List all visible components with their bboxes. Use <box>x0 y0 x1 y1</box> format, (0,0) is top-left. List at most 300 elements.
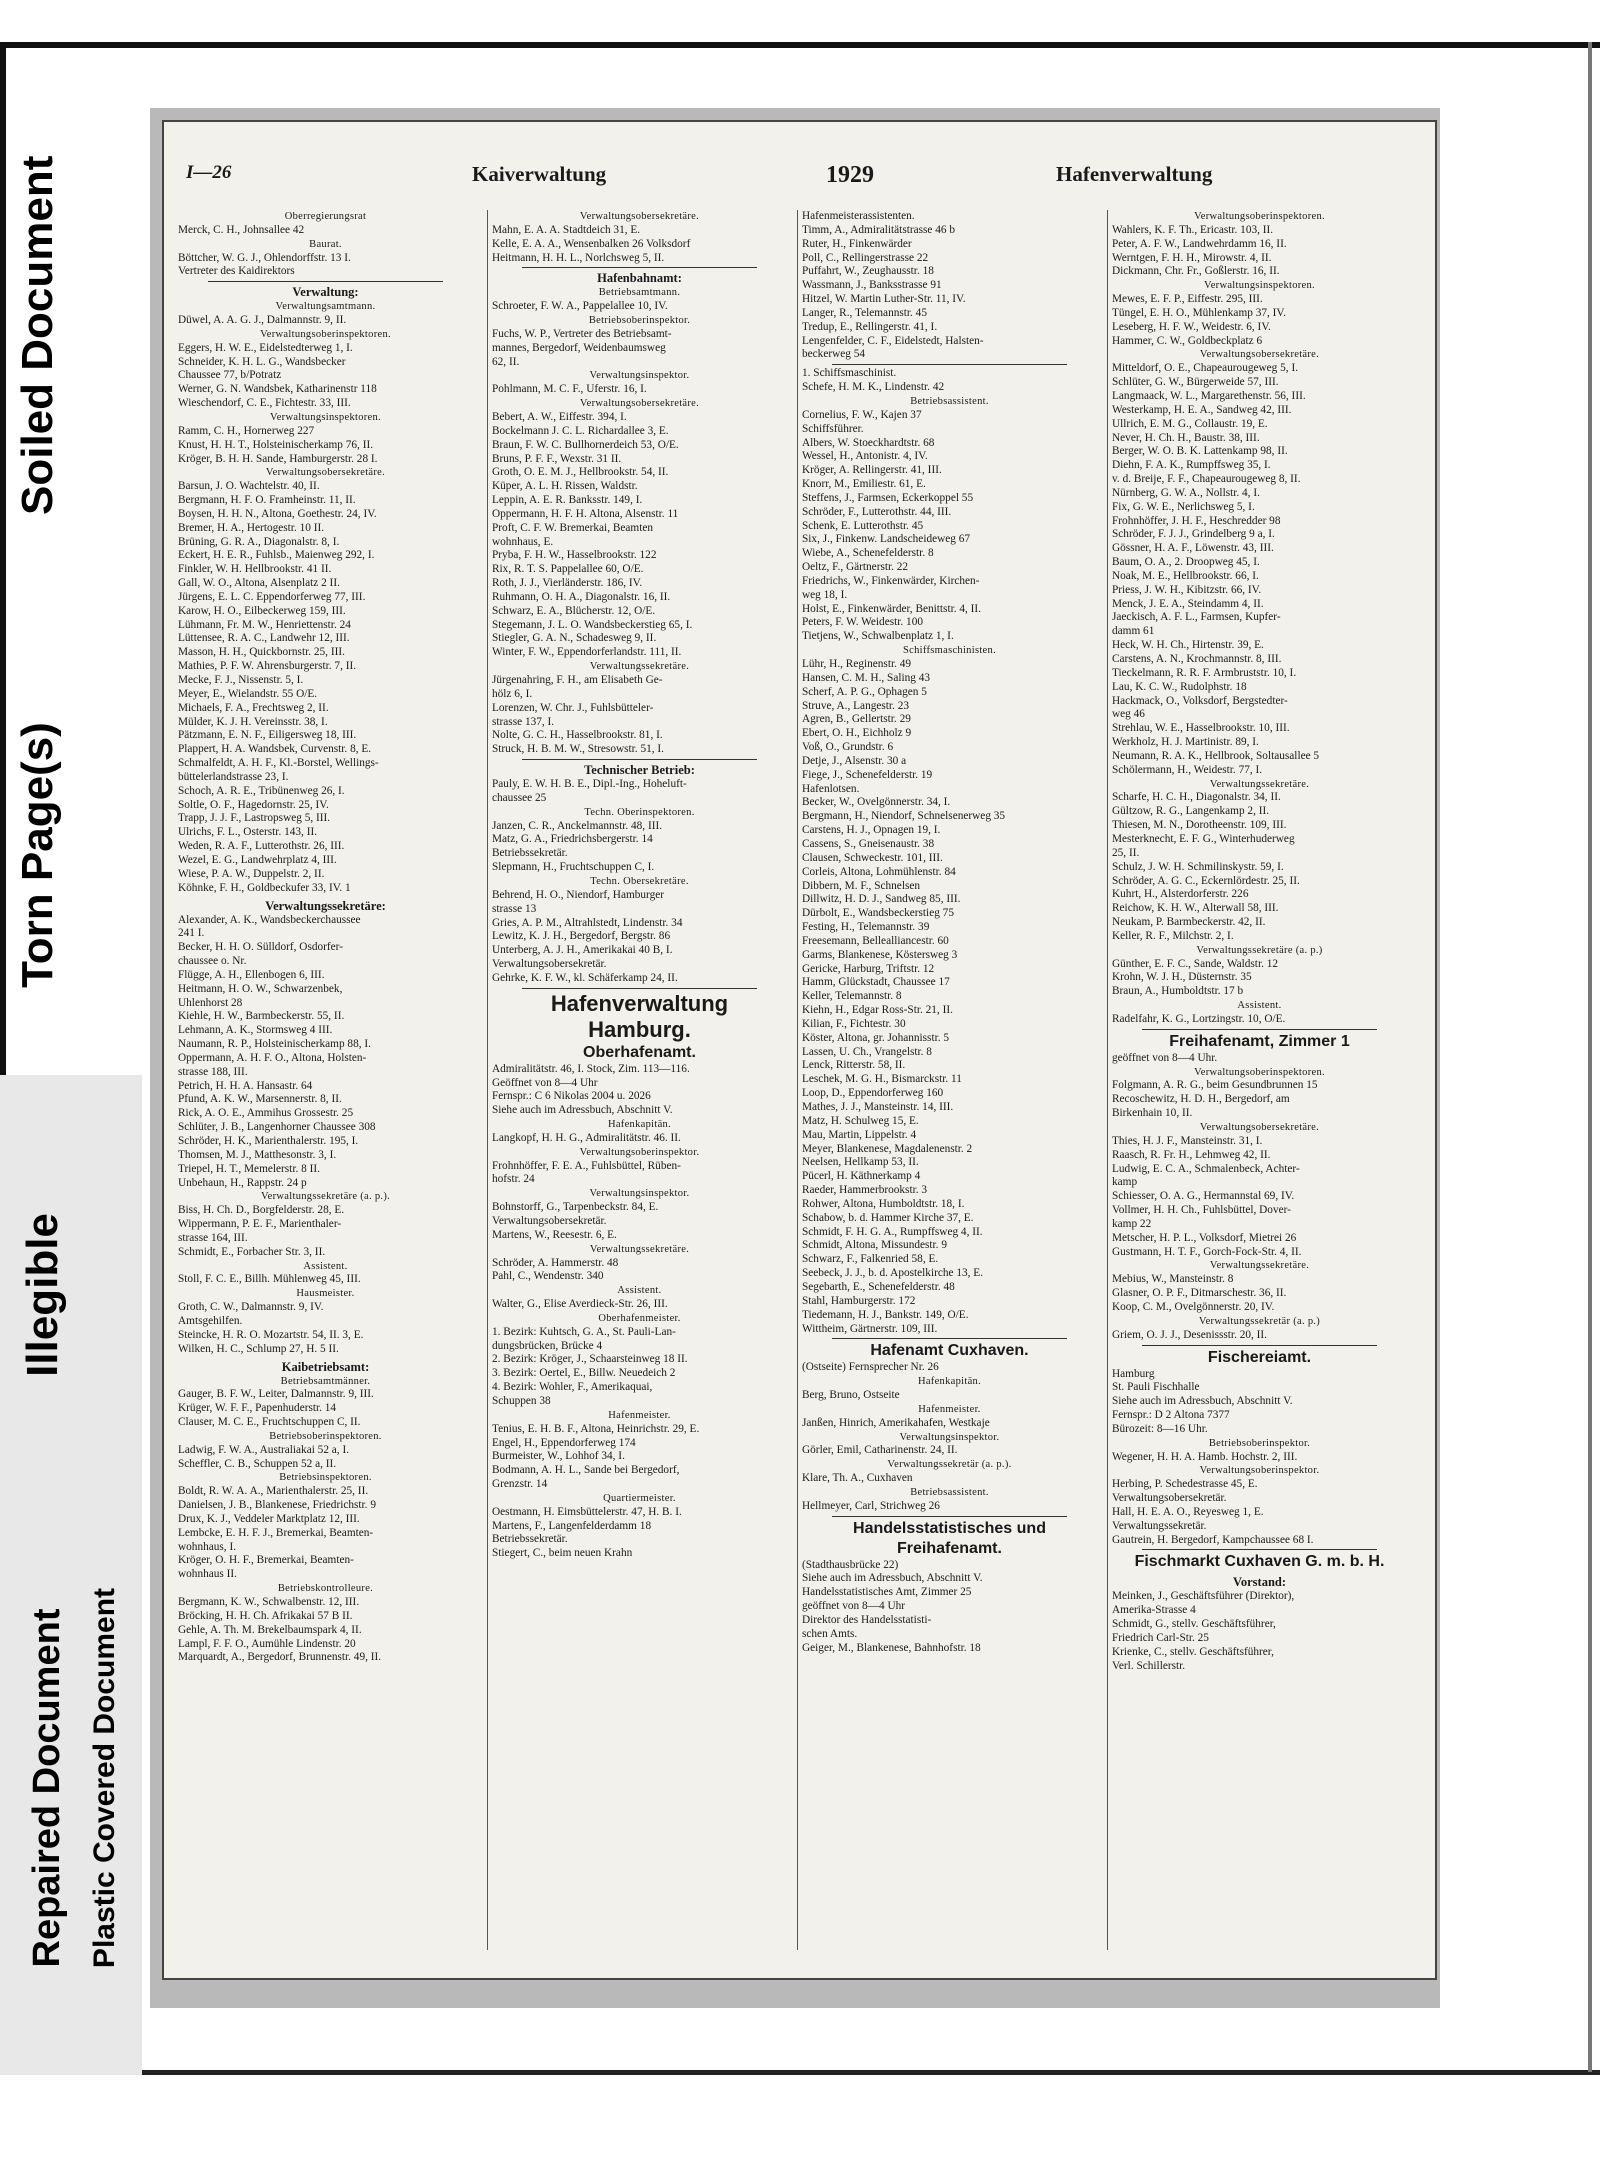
directory-entry: Bergmann, K. W., Schwalbenstr. 12, III. <box>178 1596 360 1608</box>
subheading: Techn. Oberinspektoren. <box>584 806 695 818</box>
directory-entry: Braun, F. W. C. Bullhornerdeich 53, O/E. <box>492 438 679 451</box>
directory-entry: Gericke, Harburg, Triftstr. 12 <box>802 962 935 975</box>
directory-entry: (Stadthausbrücke 22) <box>802 1558 899 1571</box>
directory-entry: Bodmann, A. H. L., Sande bei Bergedorf, <box>492 1464 680 1477</box>
directory-entry: Herbing, P. Schedestrasse 45, E. <box>1112 1478 1258 1491</box>
illegible-label: Illegible <box>18 1213 67 1377</box>
directory-entry: Schmalfeldt, A. H. F., Kl.-Borstel, Wellings- <box>178 757 379 770</box>
directory-entry: Clauser, M. C. E., Fruchtschuppen C, II. <box>178 1416 361 1429</box>
directory-entry: Barsun, J. O. Wachtelstr. 40, II. <box>178 480 320 493</box>
directory-entry: Knorr, M., Emiliestr. 61, E. <box>802 478 926 491</box>
directory-entry: Marquardt, A., Bergedorf, Brunnenstr. 49, II. <box>178 1651 382 1664</box>
directory-entry: Kröger, B. H. H. Sande, Hamburgerstr. 28 I. <box>178 452 378 465</box>
directory-entry: Bruns, P. F. F., Wexstr. 31 II. <box>492 452 622 465</box>
directory-entry: Ulrichs, F. L., Osterstr. 143, II. <box>178 826 318 839</box>
directory-entry: Martens, W., Reesestr. 6, E. <box>492 1228 617 1241</box>
directory-entry: Krienke, C., stellv. Geschäftsführer, <box>1112 1645 1274 1658</box>
directory-entry: Bremer, H. A., Hertogestr. 10 II. <box>178 521 325 534</box>
directory-entry: Lembcke, E. H. F. J., Bremerkai, Beamten- <box>178 1526 374 1539</box>
directory-entry: Wilken, H. C., Schlump 27, H. 5 II. <box>178 1342 339 1355</box>
section-separator <box>1142 1345 1377 1346</box>
directory-entry: 3. Bezirk: Oertel, E., Billw. Neuedeich 2 <box>492 1367 676 1380</box>
directory-entry: Alexander, A. K., Wandsbeckerchaussee <box>178 913 361 926</box>
directory-entry: Langmaack, W. L., Margarethenstr. 56, III. <box>1112 389 1306 402</box>
subheading: Verwaltungsinspektor. <box>899 1431 1000 1443</box>
directory-entry: Recoschewitz, H. D. H., Bergedorf, am <box>1112 1093 1290 1106</box>
directory-entry: Mahn, E. A. A. Stadtdeich 31, E. <box>492 223 641 236</box>
directory-entry: Jaeckisch, A. F. L., Farmsen, Kupfer- <box>1112 611 1281 624</box>
directory-entry: Seebeck, J. J., b. d. Apostelkirche 13, E. <box>802 1267 984 1280</box>
directory-entry: 241 I. <box>178 927 205 940</box>
header-year: 1929 <box>826 162 874 188</box>
subheading: Verwaltungsinspektor. <box>589 370 690 382</box>
directory-entry: Merck, C. H., Johnsallee 42 <box>178 223 305 236</box>
subheading: Techn. Obersekretäre. <box>590 875 689 887</box>
directory-entry: Schuppen 38 <box>492 1394 551 1407</box>
subheading: Betriebsassistent. <box>910 1486 989 1498</box>
directory-entry: Neumann, R. A. K., Hellbrook, Soltausallee 5 <box>1112 749 1320 762</box>
section-separator <box>522 267 757 268</box>
directory-entry: Masson, H. H., Quickbornstr. 25, III. <box>178 646 345 659</box>
directory-entry: Dickmann, Chr. Fr., Goßlerstr. 16, II. <box>1112 265 1280 278</box>
directory-entry: Thies, H. J. F., Mansteinstr. 31, I. <box>1112 1134 1263 1147</box>
directory-entry: Mitteldorf, O. E., Chapeaurougeweg 5, I. <box>1112 362 1299 375</box>
directory-entry: Freesemann, Bellealliancestr. 60 <box>802 934 949 947</box>
section-title: Fischmarkt Cuxhaven G. m. b. H. <box>1134 1553 1385 1571</box>
directory-entry: Werntgen, F. H. H., Mirowstr. 4, II. <box>1112 251 1272 264</box>
directory-entry: Ullrich, E. M. G., Collaustr. 19, E. <box>1112 417 1268 430</box>
directory-entry: Roth, J. J., Vierländerstr. 186, IV. <box>492 577 643 590</box>
directory-entry: Ramm, C. H., Hornerweg 227 <box>178 424 315 437</box>
directory-entry: Pätzmann, E. N. F., Eiligersweg 18, III. <box>178 729 357 742</box>
directory-entry: Oppermann, H. F. H. Altona, Alsenstr. 11 <box>492 507 679 520</box>
directory-entry: Scharfe, H. C. H., Diagonalstr. 34, II. <box>1112 791 1281 804</box>
section-separator <box>522 759 757 760</box>
directory-entry: Schenk, E. Lutterothstr. 45 <box>802 519 924 532</box>
directory-entry: Carstens, H. J., Opnagen 19, I. <box>802 824 941 837</box>
directory-entry: Tiedemann, H. J., Bankstr. 149, O/E. <box>802 1308 969 1321</box>
section-title: Hamburg. <box>588 1016 691 1042</box>
directory-entry: Priess, J. W. H., Kibitzstr. 66, IV. <box>1112 583 1262 596</box>
directory-entry: Hitzel, W. Martin Luther-Str. 11, IV. <box>802 293 966 306</box>
text-column-2 <box>492 210 787 1970</box>
directory-entry: Brüning, G. R. A., Diagonalstr. 8, I. <box>178 535 340 548</box>
directory-entry: Naumann, R. P., Holsteinischerkamp 88, I. <box>178 1038 371 1051</box>
directory-entry: Stiegert, C., beim neuen Krahn <box>492 1547 633 1560</box>
directory-entry: Kilian, F., Fichtestr. 30 <box>802 1017 906 1030</box>
directory-entry: Schlüter, J. B., Langenhorner Chaussee 308 <box>178 1121 376 1134</box>
directory-entry: Bergmann, H., Niendorf, Schnelsenerweg 35 <box>802 810 1006 823</box>
subheading: Verwaltungsinspektor. <box>589 1188 690 1200</box>
section-title: Hafenverwaltung <box>550 990 729 1016</box>
directory-entry: Stegemann, J. L. O. Wandsbeckerstieg 65, I. <box>492 618 693 631</box>
directory-entry: Struck, H. B. M. W., Stresowstr. 51, I. <box>492 743 664 756</box>
directory-entry: Mathes, J. J., Mansteinstr. 14, III. <box>802 1101 954 1113</box>
directory-entry: Folgmann, A. R. G., beim Gesundbrunnen 15 <box>1112 1079 1318 1092</box>
plastic-covered-label: Plastic Covered Document <box>88 1587 121 1969</box>
directory-entry: Fuchs, W. P., Vertreter des Betriebsamt- <box>492 327 672 340</box>
directory-entry: Cassens, S., Gneisenaustr. 38 <box>802 837 935 850</box>
subheading: Verwaltungsobersekretäre. <box>1199 1122 1320 1133</box>
directory-entry: Meyer, E., Wielandstr. 55 O/E. <box>178 687 318 700</box>
directory-entry: Matz, H. Schulweg 15, E. <box>802 1114 919 1127</box>
directory-entry: Küper, A. L. H. Rissen, Waldstr. <box>492 480 638 493</box>
directory-entry: Schwarz, F., Falkenried 58, E. <box>802 1253 939 1266</box>
directory-entry: Scherf, A. P. G., Ophagen 5 <box>802 685 927 698</box>
directory-entry: Amtsgehilfen. <box>178 1314 243 1327</box>
section-separator <box>522 988 757 989</box>
directory-entry: St. Pauli Fischhalle <box>1112 1381 1200 1394</box>
directory-entry: Baum, O. A., 2. Droopweg 45, I. <box>1112 556 1260 569</box>
directory-entry: Bergmann, H. F. O. Framheinstr. 11, II. <box>178 494 356 507</box>
directory-entry: Birkenhain 10, II. <box>1112 1107 1193 1120</box>
directory-entry: Plappert, H. A. Wandsbek, Curvenstr. 8, E. <box>178 743 372 756</box>
section-separator <box>832 1516 1067 1517</box>
directory-entry: Tietjens, W., Schwalbenplatz 1, I. <box>802 630 954 643</box>
subheading: Verwaltungsobersekretäre. <box>265 467 386 479</box>
subheading: Oberregierungsrat <box>284 211 367 222</box>
directory-entry: Wiebe, A., Schenefelderstr. 8 <box>802 547 934 560</box>
directory-entry: Neelsen, Hellkamp 53, II. <box>802 1156 919 1169</box>
directory-entry: Bockelmann J. C. L. Richardallee 3, E. <box>492 424 669 437</box>
directory-entry: Karow, H. O., Eilbeckerweg 159, III. <box>178 604 346 617</box>
subheading: Betriebsamtmänner. <box>280 1375 371 1387</box>
section-heading: Hafenbahnamt: <box>597 271 682 286</box>
directory-entry: Neukam, P. Barmbeckerstr. 42, II. <box>1112 916 1266 929</box>
directory-entry: Nürnberg, G. W. A., Nollstr. 4, I. <box>1112 486 1260 499</box>
subheading: Betriebsinspektoren. <box>279 1472 372 1484</box>
directory-entry: hölz 6, I. <box>492 687 533 700</box>
column-divider <box>487 210 488 1950</box>
directory-entry: Slepmann, H., Fruchtschuppen C, I. <box>492 861 655 874</box>
directory-entry: Pryba, F. H. W., Hasselbrookstr. 122 <box>492 549 657 562</box>
directory-entry: Strehlau, W. E., Hasselbrookstr. 10, III. <box>1112 722 1290 735</box>
directory-entry: Meinken, J., Geschäftsführer (Direktor), <box>1112 1590 1295 1603</box>
directory-entry: Mecke, F. J., Nissenstr. 5, I. <box>178 674 304 686</box>
directory-entry: Trapp, J. J. F., Lastropsweg 5, III. <box>178 812 331 825</box>
directory-entry: Klare, Th. A., Cuxhaven <box>802 1472 913 1485</box>
directory-entry: Tüngel, E. H. O., Mühlenkamp 37, IV. <box>1112 306 1286 319</box>
directory-entry: Proft, C. F. W. Bremerkai, Beamten <box>492 521 653 534</box>
directory-entry: Lehmann, A. K., Stormsweg 4 III. <box>178 1024 333 1037</box>
directory-entry: Mülder, K. J. H. Vereinsstr. 38, I. <box>178 715 328 728</box>
directory-entry: Groth, O. E. M. J., Hellbrookstr. 54, II. <box>492 466 669 479</box>
directory-entry: Schiesser, O. A. G., Hermannstal 69, IV. <box>1112 1190 1295 1203</box>
directory-entry: Vertreter des Kaidirektors <box>178 265 295 278</box>
directory-entry: Menck, J. E. A., Steindamm 4, II. <box>1112 597 1264 610</box>
directory-entry: Matz, G. A., Friedrichsbergerstr. 14 <box>492 833 653 846</box>
section-title: Fischereiamt. <box>1207 1348 1312 1366</box>
directory-entry: Hansen, C. M. H., Saling 43 <box>802 671 931 684</box>
directory-entry: Schmidt, E., Forbacher Str. 3, II. <box>178 1245 326 1258</box>
directory-entry: mannes, Bergedorf, Weidenbaumsweg <box>492 341 666 354</box>
column-divider <box>797 210 798 1950</box>
directory-entry: Braun, A., Humboldtstr. 17 b <box>1112 985 1244 998</box>
section-title: Freihafenamt, Zimmer 1 <box>1169 1032 1350 1050</box>
directory-entry: Struve, A., Langestr. 23 <box>802 699 909 712</box>
directory-entry: Raasch, R. Fr. H., Lehmweg 42, II. <box>1112 1148 1271 1161</box>
directory-entry: Schröder, F., Lutterothstr. 44, III. <box>802 505 952 518</box>
directory-entry: Wessel, H., Antonistr. 4, IV. <box>802 450 928 463</box>
directory-entry: Verwaltungssekretär. <box>1112 1519 1207 1532</box>
directory-entry: beckerweg 54 <box>802 348 866 361</box>
directory-entry: Martens, F., Langenfelderdamm 18 <box>492 1519 652 1532</box>
section-title: Freihafenamt. <box>897 1539 1002 1557</box>
directory-entry: Poll, C., Rellingerstrasse 22 <box>802 251 929 264</box>
directory-entry: Lau, K. C. W., Rudolphstr. 18 <box>1112 680 1247 693</box>
directory-entry: Pahl, C., Wendenstr. 340 <box>492 1270 604 1283</box>
subheading: Assistent. <box>617 1285 662 1297</box>
directory-entry: Wippermann, P. E. F., Marienthaler- <box>178 1218 342 1231</box>
directory-entry: chaussee 25 <box>492 791 547 804</box>
subheading: Betriebsassistent. <box>910 395 989 407</box>
directory-entry: Puffahrt, W., Zeughausstr. 18 <box>802 265 934 278</box>
directory-entry: Bröcking, H. H. Ch. Afrikakai 57 B II. <box>178 1609 353 1622</box>
repaired-document-label: Repaired Document <box>26 1608 68 1968</box>
subheading: Verwaltungsinspektoren. <box>269 411 381 423</box>
directory-entry: Kröger, A. Rellingerstr. 41, III. <box>802 464 942 477</box>
directory-entry: Loop, D., Eppendorferweg 160 <box>802 1087 944 1100</box>
subheading: Verwaltungssekretäre. <box>589 1243 690 1255</box>
directory-entry: Griem, O. J. J., Desenissstr. 20, II. <box>1112 1328 1268 1341</box>
directory-entry: Tieckelmann, R. R. F. Armbruststr. 10, I. <box>1112 666 1297 679</box>
directory-entry: Gall, W. O., Altona, Alsenplatz 2 II. <box>178 577 340 590</box>
directory-entry: Lühmann, Fr. M. W., Henriettenstr. 24 <box>178 618 351 631</box>
directory-entry: Albers, W. Stoeckhardtstr. 68 <box>802 436 935 449</box>
directory-entry: Reichow, K. H. W., Alterwall 58, III. <box>1112 902 1279 915</box>
directory-entry: Rick, A. O. E., Ammihus Grossestr. 25 <box>178 1107 354 1120</box>
directory-entry: Lühr, H., Reginenstr. 49 <box>802 658 912 670</box>
directory-entry: Leppin, A. E. R. Banksstr. 149, I. <box>492 494 643 507</box>
section-separator <box>208 281 443 282</box>
directory-entry: Wegener, H. H. A. Hamb. Hochstr. 2, III. <box>1112 1450 1298 1463</box>
directory-entry: Schefe, H. M. K., Lindenstr. 42 <box>802 381 945 394</box>
directory-entry: wohnhaus, I. <box>178 1540 237 1553</box>
directory-entry: Lenck, Ritterstr. 58, II. <box>802 1059 906 1072</box>
directory-entry: Wassmann, J., Banksstrasse 91 <box>802 279 942 292</box>
directory-entry: Hafenlotsen. <box>802 782 860 795</box>
directory-entry: Garms, Blankenese, Köstersweg 3 <box>802 948 958 961</box>
directory-entry: Finkler, W. H. Hellbrookstr. 41 II. <box>178 563 332 576</box>
directory-entry: Thiesen, M. N., Dorotheenstr. 109, III. <box>1112 819 1287 832</box>
directory-entry: Festing, H., Telemannstr. 39 <box>802 921 930 934</box>
text-column-3 <box>802 210 1097 1970</box>
directory-entry: Radelfahr, K. G., Lortzingstr. 10, O/E. <box>1112 1012 1286 1025</box>
directory-entry: Geöffnet von 8—4 Uhr <box>492 1076 598 1089</box>
directory-entry: Oeltz, F., Gärtnerstr. 22 <box>802 561 909 574</box>
directory-entry: kamp <box>1112 1176 1138 1189</box>
directory-entry: Krohn, W. J. H., Düsternstr. 35 <box>1112 971 1252 984</box>
directory-entry: Admiralitätstr. 46, I. Stock, Zim. 113—116. <box>492 1062 690 1075</box>
directory-entry: Friedrichs, W., Finkenwärder, Kirchen- <box>802 574 980 587</box>
directory-entry: Bohnstorff, G., Tarpenbeckstr. 84, E. <box>492 1201 659 1214</box>
page-reference: I—26 <box>186 162 232 183</box>
subheading: Verwaltungssekretäre. <box>1209 1260 1310 1272</box>
directory-entry: büttelerlandstrasse 23, I. <box>178 770 289 783</box>
directory-entry: Siehe auch im Adressbuch, Abschnitt V. <box>1112 1395 1293 1408</box>
directory-entry: Lüttensee, R. A. C., Landwehr 12, III. <box>178 632 350 645</box>
directory-entry: Schwarz, E. A., Blücherstr. 12, O/E. <box>492 604 656 617</box>
directory-entry: Tenius, E. H. B. F., Altona, Heinrichstr. 29, E. <box>492 1422 700 1435</box>
directory-entry: Glasner, O. P. F., Ditmarschestr. 36, II. <box>1112 1287 1287 1300</box>
directory-entry: dungsbrücken, Brücke 4 <box>492 1339 603 1352</box>
directory-entry: Verwaltungsobersekretär. <box>492 1215 607 1227</box>
directory-entry: geöffnet von 8—4 Uhr. <box>1112 1051 1218 1064</box>
subheading: Hausmeister. <box>296 1288 355 1300</box>
directory-entry: Gauger, B. F. W., Leiter, Dalmannstr. 9, III. <box>178 1388 374 1401</box>
directory-entry: Keller, R. F., Milchstr. 2, I. <box>1112 929 1234 942</box>
directory-entry: Agren, B., Gellertstr. 29 <box>802 713 911 726</box>
directory-entry: Danielsen, J. B., Blankenese, Friedrichstr. 9 <box>178 1499 376 1512</box>
directory-entry: Wahlers, K. F. Th., Ericastr. 103, II. <box>1112 223 1274 236</box>
directory-entry: 25, II. <box>1112 846 1140 859</box>
directory-entry: Leseberg, H. F. W., Weidestr. 6, IV. <box>1112 320 1271 333</box>
directory-entry: Winter, F. W., Eppendorferlandstr. 111, II. <box>492 646 682 659</box>
directory-entry: Lampl, F. F. O., Aumühle Lindenstr. 20 <box>178 1637 356 1650</box>
directory-entry: Kiehle, H. W., Barmbeckerstr. 55, II. <box>178 1010 345 1023</box>
directory-entry: Dürbolt, E., Wandsbeckerstieg 75 <box>802 907 954 920</box>
directory-entry: Mau, Martin, Lippelstr. 4 <box>802 1128 917 1141</box>
directory-entry: Wittheim, Gärtnerstr. 109, III. <box>802 1322 938 1335</box>
directory-entry: Werkholz, H. J. Martinistr. 89, I. <box>1112 736 1259 749</box>
directory-entry: Kiehn, H., Edgar Ross-Str. 21, II. <box>802 1004 953 1017</box>
directory-entry: Noak, M. E., Hellbrookstr. 66, I. <box>1112 569 1259 582</box>
directory-entry: Gehle, A. Th. M. Brekelbaumspark 4, II. <box>178 1623 362 1636</box>
directory-entry: hofstr. 24 <box>492 1173 535 1186</box>
directory-entry: Gautrein, H. Bergedorf, Kampchaussee 68 I. <box>1112 1533 1314 1546</box>
directory-entry: Köster, Altona, gr. Johannisstr. 5 <box>802 1031 950 1044</box>
directory-entry: Keller, Telemannstr. 8 <box>802 990 902 1003</box>
subheading: Verwaltungsoberinspektoren. <box>1194 1066 1325 1078</box>
directory-entry: Tredup, E., Rellingerstr. 41, I. <box>802 320 938 333</box>
directory-entry: Verwaltungsobersekretär. <box>492 958 607 971</box>
directory-entry: Heitmann, H. O. W., Schwarzenbek, <box>178 982 343 995</box>
directory-entry: Gustmann, H. T. F., Gorch-Fock-Str. 4, II. <box>1112 1245 1302 1258</box>
directory-entry: Unbehaun, H., Rappstr. 24 p <box>178 1176 307 1189</box>
subheading: Verwaltungsobersekretäre. <box>579 211 700 222</box>
directory-entry: Werner, G. N. Wandsbek, Katharinenstr 118 <box>178 383 377 396</box>
directory-entry: Unterberg, A. J. H., Amerikakai 40 B, I. <box>492 944 673 957</box>
directory-entry: Günther, E. F. C., Sande, Waldstr. 12 <box>1112 957 1279 970</box>
directory-entry: strasse 137, I. <box>492 715 555 728</box>
directory-entry: Stiegler, G. A. N., Schadesweg 9, II. <box>492 632 657 645</box>
directory-entry: Düwel, A. A. G. J., Dalmannstr. 9, II. <box>178 314 347 327</box>
directory-entry: 2. Bezirk: Kröger, J., Schaarsteinweg 18 II. <box>492 1353 688 1366</box>
scan-border-bottom <box>0 2070 1600 2075</box>
directory-entry: 1. Bezirk: Kuhtsch, G. A., St. Pauli-Lan- <box>492 1325 676 1338</box>
directory-entry: Lengenfelder, C. F., Eidelstedt, Halsten- <box>802 334 984 347</box>
directory-entry: Uhlenhorst 28 <box>178 996 243 1009</box>
scanned-page <box>162 120 1437 1980</box>
directory-entry: strasse 13 <box>492 902 537 915</box>
directory-entry: Schneider, K. H. L. G., Wandsbecker <box>178 355 346 368</box>
directory-entry: Clausen, Schweckestr. 101, III. <box>802 851 943 864</box>
subheading: Verwaltungsoberinspektor. <box>579 1146 700 1158</box>
directory-entry: Köhnke, F. H., Goldbeckufer 33, IV. 1 <box>178 881 351 894</box>
directory-entry: Krüger, W. F. F., Papenhuderstr. 14 <box>178 1402 337 1415</box>
directory-entry: Schoch, A. R. E., Tribünenweg 26, I. <box>178 784 345 797</box>
directory-entry: Kuhrt, H., Alsterdorferstr. 226 <box>1112 888 1249 901</box>
subheading: Verwaltungssekretäre. <box>1209 778 1310 790</box>
directory-entry: damm 61 <box>1112 625 1155 638</box>
directory-entry: Vollmer, H. H. Ch., Fuhlsbüttel, Dover- <box>1112 1204 1291 1217</box>
directory-entry: Gehrke, K. F. W., kl. Schäferkamp 24, II. <box>492 971 678 984</box>
directory-entry: Janßen, Hinrich, Amerikahafen, Westkaje <box>802 1416 990 1429</box>
directory-entry: Hall, H. E. A. O., Reyesweg 1, E. <box>1112 1505 1264 1518</box>
section-title: Oberhafenamt. <box>583 1043 696 1061</box>
directory-entry: Schröder, A. Hammerstr. 48 <box>492 1256 619 1269</box>
directory-entry: Weden, R. A. F., Lutterothstr. 26, III. <box>178 840 345 853</box>
subheading: Hafenmeister. <box>918 1403 981 1415</box>
directory-entry: Verl. Schillerstr. <box>1112 1659 1186 1672</box>
directory-entry: Thomsen, M. J., Matthesonstr. 3, I. <box>178 1148 337 1161</box>
directory-entry: Berg, Bruno, Ostseite <box>802 1389 900 1402</box>
directory-entry: Soltle, O. F., Hagedornstr. 25, IV. <box>178 798 329 811</box>
subheading: Betriebsamtmann. <box>598 287 681 299</box>
directory-entry: Wezel, E. G., Landwehrplatz 4, III. <box>178 853 337 866</box>
directory-entry: Schabow, b. d. Hammer Kirche 37, E. <box>802 1211 974 1224</box>
directory-entry: Ludwig, E. C. A., Schmalenbeck, Achter- <box>1112 1162 1300 1175</box>
directory-entry: Langer, R., Telemannstr. 45 <box>802 306 927 319</box>
directory-entry: Detje, J., Alsenstr. 30 a <box>802 754 907 767</box>
directory-entry: Gries, A. P. M., Altrahlstedt, Lindenstr. 34 <box>492 916 683 929</box>
directory-entry: Carstens, A. N., Krochmannstr. 8, III. <box>1112 653 1282 665</box>
directory-entry: Amerika-Strasse 4 <box>1112 1604 1196 1617</box>
directory-entry: Schröder, F. J. J., Grindelberg 9 a, I. <box>1112 528 1275 541</box>
section-heading: Technischer Betrieb: <box>584 763 695 778</box>
directory-entry: Engel, H., Eppendorferweg 174 <box>492 1436 636 1449</box>
directory-entry: Mebius, W., Mansteinstr. 8 <box>1112 1273 1234 1286</box>
directory-entry: Rix, R. T. S. Pappelallee 60, O/E. <box>492 563 644 576</box>
directory-entry: Biss, H. Ch. D., Borgfelderstr. 28, E. <box>178 1204 345 1217</box>
directory-entry: 62, II. <box>492 355 520 368</box>
torn-pages-label: Torn Page(s) <box>13 722 62 988</box>
directory-entry: wohnhaus, E. <box>492 535 554 548</box>
directory-entry: Lassen, U. Ch., Vrangelstr. 8 <box>802 1045 932 1058</box>
directory-entry: Mesterknecht, E. F. G., Winterhuderweg <box>1112 832 1295 845</box>
directory-entry: Siehe auch im Adressbuch, Abschnitt V. <box>802 1572 983 1585</box>
section-heading: Kaibetriebsamt: <box>281 1359 370 1374</box>
directory-entry: Fix, G. W. E., Nerlichsweg 5, I. <box>1112 500 1255 513</box>
directory-entry: Boysen, H. H. N., Altona, Goethestr. 24, IV. <box>178 507 377 520</box>
directory-entry: Groth, C. W., Dalmannstr. 9, IV. <box>178 1301 324 1314</box>
directory-entry: Ruhmann, O. H. A., Diagonalstr. 16, II. <box>492 590 671 603</box>
directory-entry: Schmidt, F. H. G. A., Rumpffsweg 4, II. <box>802 1225 983 1238</box>
subheading: Assistent. <box>303 1260 348 1272</box>
directory-entry: Direktor des Handelsstatisti- <box>802 1614 932 1626</box>
directory-entry: Petrich, H. H. A. Hansastr. 64 <box>178 1079 313 1092</box>
directory-entry: Schröder, A. G. C., Eckernlördestr. 25, II. <box>1112 874 1300 887</box>
directory-entry: Peters, F. W. Weidestr. 100 <box>802 616 923 629</box>
scan-border-right <box>1588 42 1592 2072</box>
directory-entry: 4. Bezirk: Wohler, F., Amerikaquai, <box>492 1381 653 1394</box>
directory-entry: Kröger, O. H. F., Bremerkai, Beamten- <box>178 1554 354 1567</box>
directory-entry: v. d. Breije, F. F., Chapeaurougeweg 8, II. <box>1112 473 1301 486</box>
directory-entry: Steffens, J., Farmsen, Eckerkoppel 55 <box>802 491 974 504</box>
directory-entry: Fiege, J., Schenefelderstr. 19 <box>802 768 933 781</box>
section-separator <box>1142 1549 1377 1550</box>
section-heading: Vorstand: <box>1232 1575 1287 1590</box>
subheading: Assistent. <box>1237 1000 1282 1012</box>
directory-entry: Betriebssekretär. <box>492 1533 568 1546</box>
directory-entry: Holst, E., Finkenwärder, Benittstr. 4, II. <box>802 602 982 615</box>
directory-entry: Wiese, P. A. W., Duppelstr. 2, II. <box>178 867 325 880</box>
directory-entry: chaussee o. Nr. <box>178 955 247 968</box>
directory-entry: Segebarth, E., Schenefelderstr. 48 <box>802 1280 955 1293</box>
directory-entry: Nolte, G. C. H., Hasselbrookstr. 81, I. <box>492 729 663 742</box>
directory-entry: Bebert, A. W., Eiffestr. 394, I. <box>492 410 627 423</box>
subheading: Hafenkapitän. <box>917 1376 982 1388</box>
